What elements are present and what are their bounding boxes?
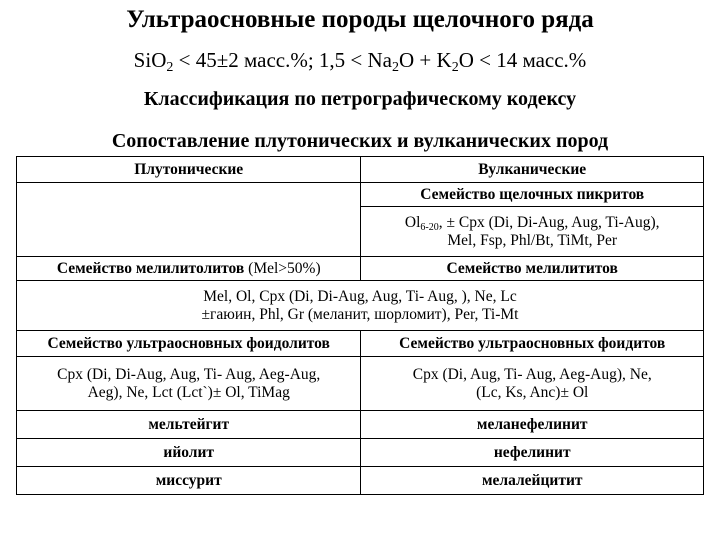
picrite-line-2: Mel, Fsp, Phl/Bt, TiMt, Per [447, 231, 618, 249]
formula-o: O [151, 48, 167, 72]
table-row [17, 257, 704, 281]
melilite-line-1: Mel, Ol, Cpx (Di, Di-Aug, Aug, Ti- Aug, ), Ne, Lc [203, 287, 517, 305]
table-row [17, 411, 704, 439]
foidite-mineral-composition [361, 357, 704, 411]
formula-na-subscript: 2 [392, 60, 399, 75]
family-ultrabasic-foidites: Семейство ультраосновных фоидитов [361, 331, 704, 357]
formula-part-2: O + K [399, 48, 452, 72]
table-header-row [17, 157, 704, 183]
formula-part-3: O < 14 масс.% [458, 48, 587, 72]
foidolite-line-2: Aeg), Ne, Lct (Lct`)± Ol, TiMag [87, 383, 290, 401]
family-ultrabasic-foidolites: Семейство ультраосновных фоидолитов [17, 331, 361, 357]
rock-volcanic: меланефелинит [361, 411, 704, 439]
picrite-line-1: , ± Cpx (Di, Di-Aug, Aug, Ti-Aug), [438, 213, 660, 231]
picrite-ol: Ol [404, 213, 421, 231]
family-alkaline-picrites: Семейство щелочных пикритов [361, 183, 704, 207]
picrite-ol-subscript: 6-20 [420, 221, 439, 233]
header-volcanic: Вулканические [361, 157, 704, 183]
foidolite-line-1: Cpx (Di, Di-Aug, Aug, Ti- Aug, Aeg-Aug, [57, 365, 321, 383]
table-row [17, 357, 704, 411]
table-row [17, 331, 704, 357]
foidite-line-1: Cpx (Di, Aug, Ti- Aug, Aeg-Aug), Ne, [412, 365, 652, 383]
table-row [17, 467, 704, 495]
foidite-line-2: (Lc, Ks, Anc)± Ol [476, 383, 589, 401]
rock-plutonic: ийолит [17, 439, 361, 467]
classification-heading: Классификация по петрографическому кодексу [143, 88, 577, 110]
formula-o-subscript: 2 [166, 60, 174, 75]
table-row [17, 439, 704, 467]
rock-classification-table [16, 156, 704, 495]
melilite-line-2: ±гаюин, Phl, Gr (меланит, шорломит), Per, Ti-Mt [201, 305, 519, 323]
family-melilitolites-label: Семейство мелилитолитов [56, 259, 245, 277]
rock-plutonic: мельтейгит [17, 411, 361, 439]
header-plutonic: Плутонические [17, 157, 361, 183]
family-melilitolites [17, 257, 361, 281]
table-row [17, 183, 704, 207]
table-row [17, 281, 704, 331]
comparison-heading: Сопоставление плутонических и вулканических пород [111, 130, 609, 152]
formula-si: Si [133, 48, 152, 72]
composition-formula [0, 48, 720, 73]
family-melilitolites-note: (Mel>50%) [244, 259, 321, 277]
rock-plutonic: миссурит [17, 467, 361, 495]
formula-k-subscript: 2 [451, 60, 459, 75]
family-melilitites: Семейство мелилититов [361, 257, 704, 281]
foidolite-mineral-composition [17, 357, 361, 411]
melilite-mineral-composition [17, 281, 704, 331]
rock-volcanic: мелалейцитит [361, 467, 704, 495]
page-title: Ультраосновные породы щелочного ряда [126, 6, 594, 33]
empty-plutonic-cell [17, 183, 361, 257]
rock-volcanic: нефелинит [361, 439, 704, 467]
formula-part-1: < 45±2 масс.%; 1,5 < Na [173, 48, 392, 72]
picrite-mineral-composition [361, 207, 704, 257]
